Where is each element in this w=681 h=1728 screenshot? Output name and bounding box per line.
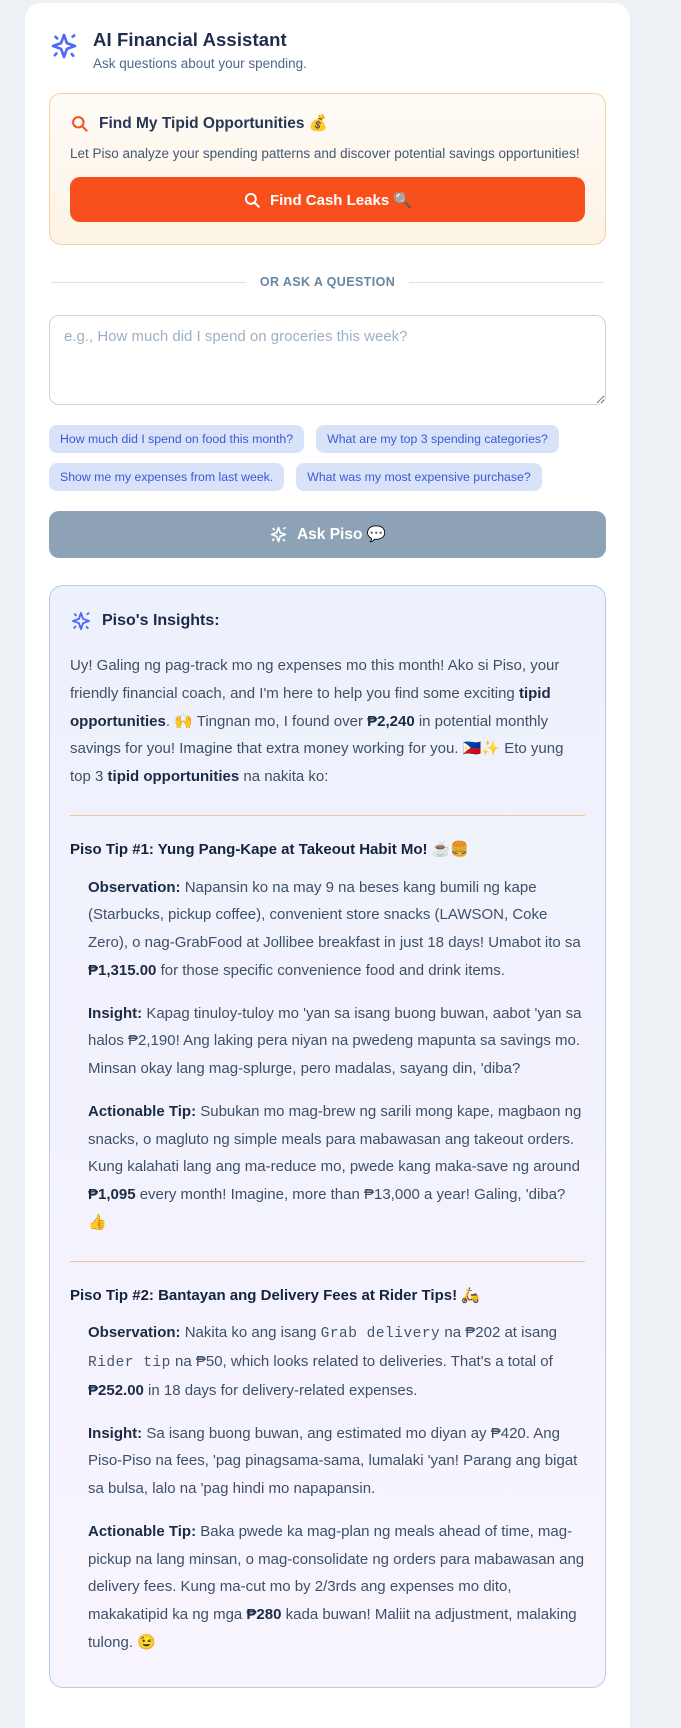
insights-card bbox=[49, 585, 606, 1688]
tip-paragraph: Observation: Nakita ko ang isang Grab delivery na ₱202 at isang Rider tip na ₱50, which looks related to deliveries. That's a total of ₱252.00 in 18 days for delivery-related expenses. bbox=[88, 1324, 558, 1399]
tip-divider bbox=[70, 1261, 585, 1262]
insights-header bbox=[70, 610, 585, 632]
tipid-opportunities-card bbox=[49, 93, 606, 245]
suggestion-chip[interactable]: What are my top 3 spending categories? bbox=[316, 425, 559, 453]
tipid-card-description: Let Piso analyze your spending patterns and discover potential savings opportunities! bbox=[70, 146, 580, 161]
assistant-panel bbox=[25, 3, 630, 1728]
ask-piso-label: Ask Piso 💬 bbox=[296, 526, 387, 543]
tipid-card-title: Find My Tipid Opportunities 💰 bbox=[99, 115, 329, 132]
find-cash-leaks-button[interactable] bbox=[70, 177, 585, 222]
tip-divider bbox=[70, 815, 585, 816]
tip-paragraph: Insight: Kapag tinuloy-tuloy mo 'yan sa isang buong buwan, aabot 'yan sa halos ₱2,190! Ang laking pera niyan na pwedeng mapunta sa savings mo. Minsan okay lang mag-splurge, pero madalas, sayang din, 'diba? bbox=[88, 1004, 582, 1077]
suggestion-chip[interactable]: Show me my expenses from last week. bbox=[49, 463, 284, 491]
sparkle-icon bbox=[49, 31, 79, 61]
or-divider bbox=[51, 275, 604, 289]
sparkle-icon bbox=[70, 610, 92, 632]
page-subtitle: Ask questions about your spending. bbox=[93, 56, 307, 71]
search-icon bbox=[243, 191, 261, 209]
divider-line bbox=[409, 282, 604, 283]
tips-container bbox=[70, 815, 585, 1657]
tip-heading: Piso Tip #2: Bantayan ang Delivery Fees at Rider Tips! 🛵 bbox=[70, 1286, 480, 1304]
suggestion-chips bbox=[49, 425, 606, 491]
divider-line bbox=[51, 282, 246, 283]
tipid-card-title-row bbox=[70, 114, 585, 133]
question-input[interactable] bbox=[49, 315, 606, 405]
insights-intro: Uy! Galing ng pag-track mo ng expenses mo this month! Ako si Piso, your friendly financial coach, and I'm here to help you find some exciting tipid opportunities. 🙌 Tingnan mo, I found over ₱2,240 in potential monthly savings for you! Imagine that extra money working for you. 🇵🇭✨ Eto yung top 3 tipid opportunities na nakita ko: bbox=[70, 657, 564, 785]
tip-paragraph: Insight: Sa isang buong buwan, ang estimated mo diyan ay ₱420. Ang Piso-Piso na fees, 'pag pinagsama-sama, lumalaki 'yan! Parang ang bigat sa bulsa, lalo na 'pag hindi mo napapansin. bbox=[88, 1424, 578, 1498]
divider-label: OR ASK A QUESTION bbox=[259, 275, 396, 289]
tip-paragraph: Actionable Tip: Baka pwede ka mag-plan ng meals ahead of time, mag-pickup na lang minsan, o mag-consolidate ng orders para mabawasan ang delivery fees. Kung ma-cut mo by 2/3rds ang expenses mo dito, makakatipid ka ng mga ₱280 kada buwan! Maliit na adjustment, malaking tulong. 😉 bbox=[88, 1522, 585, 1651]
tip-heading: Piso Tip #1: Yung Pang-Kape at Takeout Habit Mo! ☕🍔 bbox=[70, 840, 470, 858]
search-icon bbox=[70, 114, 89, 133]
insights-title: Piso's Insights: bbox=[102, 612, 220, 629]
ask-piso-button[interactable] bbox=[49, 511, 606, 558]
panel-header bbox=[49, 29, 606, 71]
suggestion-chip[interactable]: How much did I spend on food this month? bbox=[49, 425, 304, 453]
find-cash-leaks-label: Find Cash Leaks 🔍 bbox=[269, 191, 413, 209]
sparkle-icon bbox=[269, 525, 288, 544]
tip-paragraph: Actionable Tip: Subukan mo mag-brew ng sarili mong kape, magbaon ng snacks, o magluto ng simple meals para mabawasan ang takeout orders. Kung kalahati lang ang ma-reduce mo, pwede kang maka-save ng around ₱1,095 every month! Imagine, more than ₱13,000 a year! Galing, 'diba? 👍 bbox=[88, 1102, 582, 1231]
tip-paragraph: Observation: Napansin ko na may 9 na beses kang bumili ng kape (Starbucks, pickup coffee), convenient store snacks (LAWSON, Coke Zero), o nag-GrabFood at Jollibee breakfast in just 18 days! Umabot ito sa ₱1,315.00 for those specific convenience food and drink items. bbox=[88, 878, 581, 979]
suggestion-chip[interactable]: What was my most expensive purchase? bbox=[296, 463, 542, 491]
page-title: AI Financial Assistant bbox=[93, 29, 287, 50]
